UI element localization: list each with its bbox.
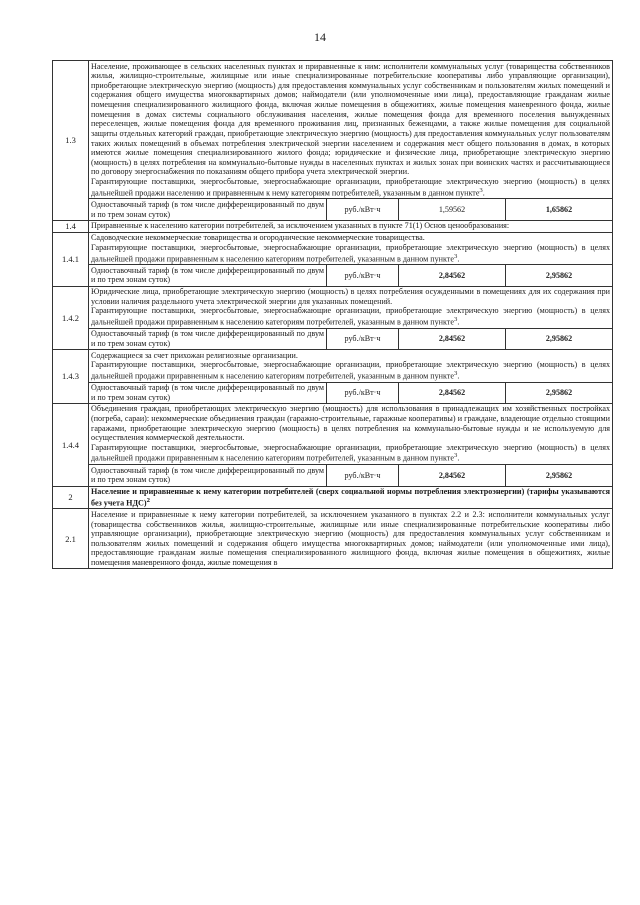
description-text: Садоводческие некоммерческие товарищества и огороднические некоммерческие товарищества. xyxy=(91,233,425,243)
unit: руб./кВт·ч xyxy=(327,265,399,286)
description-text: Содержащиеся за счет прихожан религиозные организации. xyxy=(91,350,298,360)
description-text-2: Гарантирующие поставщики, энергосбытовые, энергоснабжающие организации, приобретающие электрическую энергию (мощность) в целях дальнейшей продажи приравненным к населению категориям потребителей, указанным в данном пункте xyxy=(91,442,610,464)
row-description: Садоводческие некоммерческие товарищества и огороднические некоммерческие товарищества. Гарантирующие поставщики, энергосбытовые, энергоснабжающие организации, приобретающие электрическую энергию (мощность) в целях дальнейшей продажи приравненным к населению категориям потребителей, указанным в данном пункте$^3$. xyxy=(89,232,613,265)
table-row-2-1 xyxy=(53,509,613,569)
table-row-1-4 xyxy=(53,220,613,232)
description-text-2: Гарантирующие поставщики, энергосбытовые, энергоснабжающие организации, приобретающие электрическую энергию (мощность) в целях дальнейшей продажи приравненным к населению категориям потребителей, указанным в данном пункте xyxy=(91,242,610,264)
value-first-half: 1,59562 xyxy=(399,199,506,220)
description-text: Юридические лица, приобретающие электрическую энергию (мощность) в целях потребления осужденными в помещениях для их содержания при условии наличия раздельного учета электрической энергии для указанных помещений. xyxy=(91,287,610,306)
footnote-ref: 3 xyxy=(453,369,458,377)
unit: руб./кВт·ч xyxy=(327,199,399,220)
tariff-row xyxy=(53,199,613,220)
tariff-label: Одноставочный тариф (в том числе дифференцированный по двум и по трем зонам суток) xyxy=(89,382,327,403)
tariff-label: Одноставочный тариф (в том числе дифференцированный по двум и по трем зонам суток) xyxy=(89,199,327,220)
row-number: 1.4.3 xyxy=(53,350,89,404)
tariff-row xyxy=(53,465,613,486)
table-row-2 xyxy=(53,486,613,509)
section-heading xyxy=(89,486,613,509)
row-number: 2 xyxy=(53,486,89,509)
value-first-half: 2,84562 xyxy=(399,328,506,349)
section-heading-text: Население и приравненные к нему категории потребителей (сверх социальной нормы потребления электроэнергии) (тарифы указываются без учета НДС) xyxy=(91,487,610,508)
tariff-row xyxy=(53,265,613,286)
row-description: Население, проживающее в сельских населенных пунктах и приравненные к ним: исполнители коммунальных услуг (товарищества собственников жилья, жилищно-строительные, жилищные или иные специализированные потребительские кооперативы либо управляющие организации), приобретающие электрическую энергию (мощность) для предоставления коммунальных услуг собственникам и пользователям жилых помещений и содержания общего имущества многоквартирных домов; наймодатели (или уполномоченные ими лица), предоставляющие гражданам жилые помещения специализированного жилищного фонда, включая жилые помещения в общежитиях, жилые помещения маневренного фонда, жилые помещения в домах системы социального обслуживания населения, жилые помещения фонда для временного поселения вынужденных переселенцев, жилые помещения фонда для временного проживания лиц, признанных беженцами, а также жилые помещения для социальной защиты отдельных категорий граждан, приобретающие электрическую энергию (мощность) для предоставления коммунальных услуг пользователям таких жилых помещений в объемах потребления электрической энергии населением и содержания мест общего пользования в домах, в которых имеются жилые помещения специализированного жилого фонда; юридические и физические лица, приобретающие электрическую энергию (мощность) в целях потребления на коммунально-бытовые нужды в населенных пунктах и жилых зонах при воинских частях и рассчитывающиеся по договору энергоснабжения по показаниям общего прибора учета электрической энергии. Гарантирующие поставщики, энергосбытовые, энергоснабжающие организации, приобретающие электрическую энергию (мощность) в целях дальнейшей продажи населению и приравненным к нему категориям потребителей, указанным в данном пункте$^3$. xyxy=(89,61,613,199)
footnote-ref: 3 xyxy=(453,252,458,260)
page-number: 14 xyxy=(314,30,326,44)
row-number: 2.1 xyxy=(53,509,89,569)
description-text: Население, проживающее в сельских населенных пунктах и приравненные к ним: исполнители коммунальных услуг (товарищества собственников жилья, жилищно-строительные, жилищные или иные специализированные потребительские кооперативы либо управляющие организации), приобретающие электрическую энергию (мощность) для предоставления коммунальных услуг собственникам и пользователям жилых помещений и содержания общего имущества многоквартирных домов; наймодатели (или уполномоченные ими лица), предоставляющие гражданам жилые помещения специализированного жилищного фонда, включая жилые помещения в общежитиях, жилые помещения маневренного фонда, жилые помещения в домах системы социального обслуживания населения, жилые помещения фонда для временного поселения вынужденных переселенцев, жилые помещения фонда для временного проживания лиц, признанных беженцами, а также жилые помещения для социальной защиты отдельных категорий граждан, приобретающие электрическую энергию (мощность) для предоставления коммунальных услуг пользователям таких жилых помещений в объемах потребления электрической энергии населением и содержания мест общего пользования в домах, в которых имеются жилые помещения специализированного жилого фонда; юридические и физические лица, приобретающие электрическую энергию (мощность) в целях потребления на коммунально-бытовые нужды в населенных пунктах и жилых зонах при воинских частях и рассчитывающиеся по договору энергоснабжения по показаниям общего прибора учета электрической энергии. xyxy=(91,61,610,177)
tariff-row xyxy=(53,382,613,403)
table-row-1-4-3 xyxy=(53,350,613,383)
row-number: 1.4.4 xyxy=(53,403,89,486)
footnote-ref: 2 xyxy=(146,496,150,504)
footnote-ref: 3 xyxy=(453,315,458,323)
tariff-table xyxy=(52,60,613,569)
row-description: Объединения граждан, приобретающих электрическую энергию (мощность) для использования в принадлежащих им хозяйственных постройках (погреба, сараи): некоммерческие объединения граждан (гаражно-строительные, гаражные кооперативы) и граждане, владеющие отдельно стоящими гаражами, приобретающие электрическую энергию (мощность) в целях потребления на коммунально-бытовые нужды и не используемую для осуществления коммерческой деятельности. Гарантирующие поставщики, энергосбытовые, энергоснабжающие организации, приобретающие электрическую энергию (мощность) в целях дальнейшей продажи приравненным к населению категориям потребителей, указанным в данном пункте$^3$. xyxy=(89,403,613,464)
value-second-half: 2,95862 xyxy=(506,265,613,286)
row-number: 1.4.1 xyxy=(53,232,89,286)
tariff-row xyxy=(53,328,613,349)
value-second-half: 2,95862 xyxy=(506,382,613,403)
row-description: Приравненные к населению категории потребителей, за исключением указанных в пункте 71(1) Основ ценообразования: xyxy=(89,220,613,232)
tariff-label: Одноставочный тариф (в том числе дифференцированный по двум и по трем зонам суток) xyxy=(89,265,327,286)
value-second-half: 2,95862 xyxy=(506,465,613,486)
row-number: 1.4 xyxy=(53,220,89,232)
tariff-label: Одноставочный тариф (в том числе дифференцированный по двум и по трем зонам суток) xyxy=(89,465,327,486)
table-row-1-3 xyxy=(53,61,613,199)
row-description: Юридические лица, приобретающие электрическую энергию (мощность) в целях потребления осужденными в помещениях для их содержания при условии наличия раздельного учета электрической энергии для указанных помещений. Гарантирующие поставщики, энергосбытовые, энергоснабжающие организации, приобретающие электрическую энергию (мощность) в целях дальнейшей продажи приравненным к населению категориям потребителей, указанным в данном пункте$^3$. xyxy=(89,286,613,328)
unit: руб./кВт·ч xyxy=(327,382,399,403)
tariff-label: Одноставочный тариф (в том числе дифференцированный по двум и по трем зонам суток) xyxy=(89,328,327,349)
value-second-half: 1,65862 xyxy=(506,199,613,220)
row-number: 1.3 xyxy=(53,61,89,221)
table-row-1-4-2 xyxy=(53,286,613,328)
row-description: Население и приравненные к нему категории потребителей, за исключением указанного в пунктах 2.2 и 2.3: исполнители коммунальных услуг (товарищества собственников жилья, жилищно-строительные, жилищные или иные специализированные потребительские кооперативы либо управляющие организации), приобретающие электрическую энергию (мощность) для предоставления коммунальных услуг собственникам и пользователям жилых помещений и содержания общего имущества многоквартирных домов; наймодатели (или уполномоченные ими лица), предоставляющие гражданам жилые помещения специализированного жилищного фонда, включая жилые помещения в общежитиях, жилые помещения маневренного фонда, жилые помещения в xyxy=(89,509,613,569)
table-row-1-4-1 xyxy=(53,232,613,265)
footnote-ref: 3 xyxy=(479,186,483,194)
description-text: Объединения граждан, приобретающих электрическую энергию (мощность) для использования в принадлежащих им хозяйственных постройках (погреба, сараи): некоммерческие объединения граждан (гаражно-строительные, гаражные кооперативы) и граждане, владеющие отдельно стоящими гаражами, приобретающие электрическую энергию (мощность) в целях потребления на коммунально-бытовые нужды и не используемую для осуществления коммерческой деятельности. xyxy=(91,404,610,443)
value-first-half: 2,84562 xyxy=(399,265,506,286)
table-row-1-4-4 xyxy=(53,403,613,464)
value-first-half: 2,84562 xyxy=(399,382,506,403)
row-description: Содержащиеся за счет прихожан религиозные организации. Гарантирующие поставщики, энергосбытовые, энергоснабжающие организации, приобретающие электрическую энергию (мощность) в целях дальнейшей продажи приравненным к населению категориям потребителей, указанным в данном пункте$^3$. xyxy=(89,350,613,383)
unit: руб./кВт·ч xyxy=(327,328,399,349)
description-text-2: Гарантирующие поставщики, энергосбытовые, энергоснабжающие организации, приобретающие электрическую энергию (мощность) в целях дальнейшей продажи приравненным к населению категориям потребителей, указанным в данном пункте xyxy=(91,306,610,327)
footnote-ref: 3 xyxy=(453,452,458,460)
description-text-2: Гарантирующие поставщики, энергосбытовые, энергоснабжающие организации, приобретающие электрическую энергию (мощность) в целях дальнейшей продажи населению и приравненным к нему категориям потребителей, указанным в данном пункте xyxy=(91,177,610,198)
row-number: 1.4.2 xyxy=(53,286,89,349)
value-first-half: 2,84562 xyxy=(399,465,506,486)
description-text-2: Гарантирующие поставщики, энергосбытовые, энергоснабжающие организации, приобретающие электрическую энергию (мощность) в целях дальнейшей продажи приравненным к населению категориям потребителей, указанным в данном пункте xyxy=(91,360,610,381)
value-second-half: 2,95862 xyxy=(506,328,613,349)
unit: руб./кВт·ч xyxy=(327,465,399,486)
